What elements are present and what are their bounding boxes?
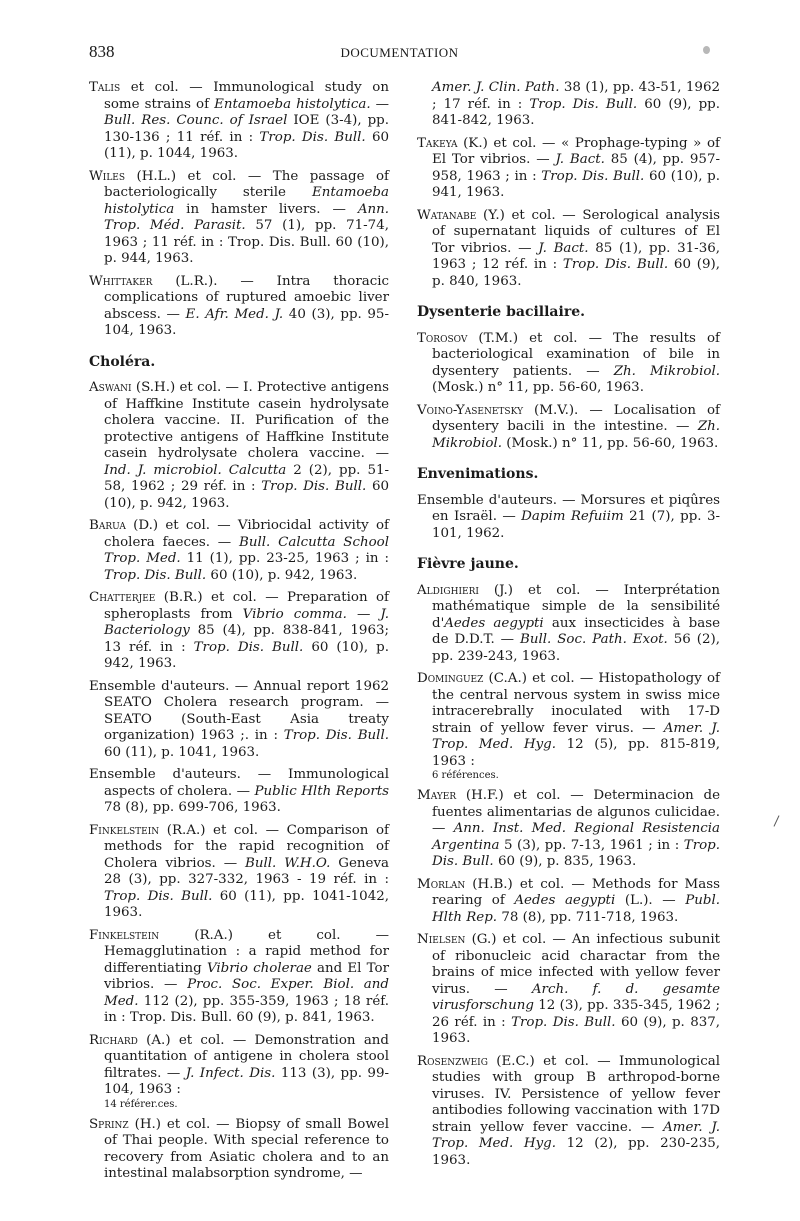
entry-text: Dapim Refuiim (521, 509, 624, 524)
ink-spot-icon (703, 46, 710, 54)
entry-text: 40 (3), pp. 95-104, 1963. (104, 306, 389, 338)
entry-text: Geneva 28 (3), pp. 327-332, 1963 - 19 réf. in : (104, 855, 389, 887)
entry-text: 60 (10), p. 942, 1963. (206, 567, 358, 583)
entry-text: Amer. J. Trop. Med. Hyg. (432, 1119, 720, 1151)
entry-text: Aedes aegypti (514, 893, 616, 908)
entry-text: 21 (7), pp. 3-101, 1962. (432, 509, 720, 541)
entry-author: Mayer (417, 788, 457, 803)
entry-text: 60 (9), p. 840, 1963. (432, 257, 720, 289)
bibliography-entry (417, 788, 720, 871)
entry-text: (E.C.) et col. — Immunological studies with group B arthropod-borne viruses. IV. Persistence of yellow fever antibodies following vaccination with 17D strain yellow fever vaccine. — (432, 1053, 720, 1135)
entry-text: 112 (2), pp. 355-359, 1963 ; 18 réf. in : Trop. Dis. Bull. 60 (9), p. 841, 1963. (104, 993, 389, 1025)
entry-text: 5 (3), pp. 7-13, 1961 ; in : (499, 837, 684, 853)
entry-text: (H.F.) et col. — Determinacion de fuentes alimentarias de algunos culicidae. — (432, 788, 720, 836)
section-title-dysenterie: Dysenterie bacillaire. (417, 304, 585, 320)
bibliography-entry (89, 823, 389, 922)
entry-text: Trop. Dis. Bull. (541, 168, 645, 184)
entry-text: (K.) et col. — « Prophage-typing » of El Tor vibrios. — (432, 135, 720, 167)
entry-text: Trop. Dis. Bull. (511, 1014, 616, 1030)
entry-text: (G.) et col. — An infectious subunit of ribonucleic acid charactar from the brains of mice infected with yellow fever virus. — (432, 932, 720, 997)
section-title-fievre-jaune: Fièvre jaune. (417, 556, 519, 572)
entry-text: 60 (9), p. 835, 1963. (493, 854, 637, 869)
entry-text: Vibrio comma. — J. Bacteriology (104, 606, 389, 638)
bibliography-entry (417, 583, 720, 666)
entry-author: Watanabe (417, 207, 477, 223)
entry-text: (Mosk.) n° 11, pp. 56-60, 1963. (432, 380, 644, 395)
bibliography-entry (417, 877, 720, 927)
bibliography-entry (417, 208, 720, 291)
entry-text: (B.R.) et col. — Preparation of spheroplasts from (104, 590, 389, 622)
entry-text: (C.A.) et col. — Histopathology of the central nervous system in swiss mice intracerebrally inoculated with 17-D strain of yellow fever virus. — (432, 671, 720, 736)
entry-text: 12 (3), pp. 335-345, 1962 ; 26 réf. in : (432, 998, 720, 1030)
entry-text: Amer. J. Trop. Med. Hyg. (432, 720, 720, 752)
entry-text: Bull. W.H.O. (245, 855, 331, 871)
entry-text: Trop. Dis. Bull. (283, 728, 390, 743)
entry-text: Zh. Mikrobiol. (613, 363, 720, 379)
entry-text: (H.L.) et col. — The passage of bacteriologically sterile (104, 168, 389, 200)
entry-author: Wiles (89, 168, 126, 184)
entry-author: Barua (89, 518, 126, 533)
bibliography-entry (89, 1033, 389, 1111)
entry-text: et col. — Immunological study on some strains of (104, 80, 389, 112)
entry-text: Trop. Dis. Bull. (562, 257, 669, 272)
entry-text: 12 (2), pp. 230-235, 1963. (432, 1136, 720, 1168)
entries-group-fievre-jaune (417, 583, 720, 1170)
page-header (89, 42, 710, 64)
running-title: DOCUMENTATION (340, 45, 459, 60)
entry-text: 85 (1), pp. 31-36, 1963 ; 12 réf. in : (432, 240, 720, 272)
entry-author: Takeya (417, 135, 458, 151)
entry-text: 2 (2), pp. 51-58, 1962 ; 29 réf. in : (104, 462, 390, 494)
entry-text: (H.) et col. — Biopsy of small Bowel of Thai people. With special reference to recovery from Asiatic cholera and to an intestinal malabsorption syndrome, — (104, 1116, 389, 1181)
entry-text: Trop. Dis. Bull. (193, 639, 304, 655)
entry-text: 85 (4), pp. 957-958, 1963 ; in : (432, 152, 720, 184)
entry-text: J. Bact. (555, 152, 605, 167)
bibliography-entry (417, 932, 720, 1048)
entry-text: Trop. Dis. Bull. (104, 888, 213, 904)
bibliography-entry (89, 1117, 389, 1183)
entry-text: J. Bact. (538, 240, 589, 256)
bibliography-entry (89, 80, 389, 163)
bibliography-entry (89, 518, 389, 584)
entry-text: Ind. J. microbiol. Calcutta (104, 462, 287, 478)
entry-text: Ann. Inst. Med. Regional Resistencia Argentina (432, 821, 720, 853)
bibliography-entry (417, 493, 720, 543)
entry-text: in hamster livers. — (174, 201, 358, 217)
bibliography-entry (89, 590, 389, 673)
entry-author: Whittaker (89, 273, 153, 289)
entry-text: (H.B.) et col. — Methods for Mass rearing of (432, 876, 720, 908)
entry-text: Publ. Hlth Rep. (432, 893, 720, 925)
entry-text: and El Tor vibrios. — (104, 960, 389, 992)
bibliography-entry (89, 928, 389, 1027)
bibliography-entry (417, 136, 720, 202)
bibliography-entry (89, 274, 389, 340)
entry-text: 11 (1), pp. 23-25, 1963 ; in : (180, 551, 389, 566)
entry-text: J. Infect. Dis. (185, 1065, 276, 1081)
bibliography-entry (417, 1054, 720, 1170)
entry-text: (Y.) et col. — Serological analysis of supernatant liquids of cultures of El Tor vibrios. — (432, 207, 720, 256)
entry-text: 12 (5), pp. 815-819, 1963 : (432, 737, 720, 769)
entry-text: Trop. Dis. Bull. (432, 837, 720, 869)
bibliography-entry (89, 380, 389, 512)
entries-group-cholera-continued (417, 136, 720, 291)
entry-text: Ensemble d'auteurs. — Annual report 1962 SEATO Cholera research program. — SEATO (South-East Asia treaty organization) 1963 ;. in : (89, 678, 389, 743)
entry-text: 60 (11), pp. 1041-1042, 1963. (104, 888, 390, 920)
entry-note: 14 référer.ces. (104, 1098, 178, 1110)
entry-text: (T.M.) et col. — The results of bacteriological examination of bile in dysentery patients. — (432, 330, 720, 379)
entry-text: Entamoeba histolytica (104, 185, 389, 217)
entry-author: Torosov (417, 330, 468, 346)
entry-text: Entamoeba histolytica. — Bull. Res. Counc. of Israel (104, 96, 389, 128)
entry-text: Trop. Dis. Bull. (259, 129, 366, 145)
bibliography-entry (417, 403, 720, 453)
entry-text: 60 (11), p. 1041, 1963. (104, 744, 260, 760)
entry-text: Bull. Soc. Path. Exot. (520, 632, 668, 647)
entry-author: Morlan (417, 876, 466, 892)
continued-entry: Amer. J. Clin. Path. 38 (1), pp. 43-51, 1962 ; 17 réf. in : Trop. Dis. Bull. 60 (9), pp. 841-842, 1963. (432, 80, 721, 128)
entry-text: (D.) et col. — Vibriocidal activity of cholera faeces. — (104, 518, 389, 550)
entry-text: 57 (1), pp. 71-74, 1963 ; 11 réf. in : Trop. Dis. Bull. 60 (10), p. 944, 1963. (104, 218, 389, 266)
entry-text: 60 (10), p. 942, 1963. (104, 639, 389, 671)
entry-text: Proc. Soc. Exper. Biol. and Med. (104, 977, 389, 1009)
entry-text: (L.R.). — Intra thoracic complications of ruptured amoebic liver abscess. — (104, 273, 389, 322)
entry-author: Nielsen (417, 932, 466, 947)
entry-author: Dominguez (417, 671, 484, 686)
entry-text: Bull. Calcutta School Trop. Med. (104, 534, 389, 566)
entry-author: Sprinz (89, 1116, 129, 1132)
entry-author: Finkelstein (89, 822, 160, 838)
entry-text: 78 (8), pp. 699-706, 1963. (104, 800, 281, 815)
right-column (417, 80, 720, 1175)
entry-author: Chatterjee (89, 590, 156, 605)
entry-text: (L.). — (615, 893, 686, 908)
margin-mark-icon (774, 815, 780, 826)
bibliography-entry (89, 767, 389, 817)
entry-text: Ensemble d'auteurs. — Morsures et piqûres en Israël. — (417, 492, 720, 524)
bibliography-entry (417, 671, 720, 782)
entry-text: (S.H.) et col. — I. Protective antigens of Haffkine Institute casein hydrolysate cholera vaccine. II. Purification of the protective antigens of Haffkine Institute casein hydrolysate cholera vaccine. — (104, 380, 389, 461)
bibliography-entry (89, 169, 389, 268)
entry-note: 6 références. (432, 770, 499, 781)
entry-author: Rosenzweig (417, 1053, 488, 1069)
entry-text: (J.) et col. — Interprétation mathématique simple de la sensibilité d' (432, 582, 720, 631)
entries-group-dysenterie (417, 331, 720, 453)
entries-group-envenimations (417, 493, 720, 543)
entry-text: Trop. Dis. Bull. (261, 479, 367, 494)
entry-text: 85 (4), pp. 838-841, 1963; 13 réf. in : (104, 623, 389, 655)
section-title-cholera: Choléra. (89, 353, 156, 370)
entry-text: aux insecticides à base de D.D.T. — (432, 615, 720, 647)
entry-text: Ann. Trop. Méd. Parasit. (104, 201, 389, 233)
page-number: 838 (89, 42, 115, 61)
entry-text: (R.A.) et col. — Hemagglutination : a rapid method for differentiating (104, 927, 389, 976)
entry-text: Zh. Mikrobiol. (432, 419, 720, 451)
entry-text: Trop. Dis. Bull. (104, 567, 207, 583)
entry-author: Talis (89, 80, 121, 95)
section-title-envenimations: Envenimations. (417, 466, 539, 482)
bibliography-entry (89, 679, 389, 762)
entry-text: IOE (3-4), pp. 130-136 ; 11 réf. in : (104, 113, 390, 145)
entry-text: Public Hlth Reports (254, 783, 390, 799)
entry-text: Aedes aegypti (444, 615, 544, 631)
entry-text: Arch. f. d. gesamte virusforschung (432, 981, 721, 1013)
entry-text: 60 (10), p. 941, 1963. (432, 168, 721, 200)
entry-text: 78 (8), pp. 711-718, 1963. (497, 909, 679, 925)
entry-text: Vibrio cholerae (206, 960, 312, 976)
left-column (89, 80, 389, 1189)
bibliography-entry (417, 331, 720, 397)
entry-text: (Mosk.) n° 11, pp. 56-60, 1963. (502, 435, 719, 451)
entry-author: Aswani (89, 380, 132, 395)
entries-group-amoebiasis (89, 80, 389, 340)
entry-author: Finkelstein (89, 927, 160, 943)
entry-text: (M.V.). — Localisation of dysentery bacili in the intestine. — (432, 402, 720, 434)
entry-text: E. Afr. Med. J. (185, 306, 284, 322)
entry-author: Aldighieri (417, 582, 479, 598)
entry-text: Ensemble d'auteurs. — Immunological aspects of cholera. — (89, 767, 389, 799)
entry-text: (R.A.) et col. — Comparison of methods for the rapid recognition of Cholera vibrios. — (104, 822, 389, 871)
entry-text: (A.) et col. — Demonstration and quantitation of antigene in cholera stool filtrates. — (104, 1032, 389, 1081)
entry-text: 60 (9), p. 837, 1963. (432, 1014, 721, 1046)
entry-text: 60 (11), p. 1044, 1963. (104, 129, 390, 161)
entry-author: Voino-Yasenetsky (417, 402, 524, 418)
entry-text: 60 (10), p. 942, 1963. (104, 479, 390, 511)
entry-author: Richard (89, 1032, 138, 1048)
entry-text: 113 (3), pp. 99-104, 1963 : (104, 1065, 389, 1097)
entries-group-cholera (89, 380, 389, 1183)
entry-text: 56 (2), pp. 239-243, 1963. (432, 632, 720, 664)
